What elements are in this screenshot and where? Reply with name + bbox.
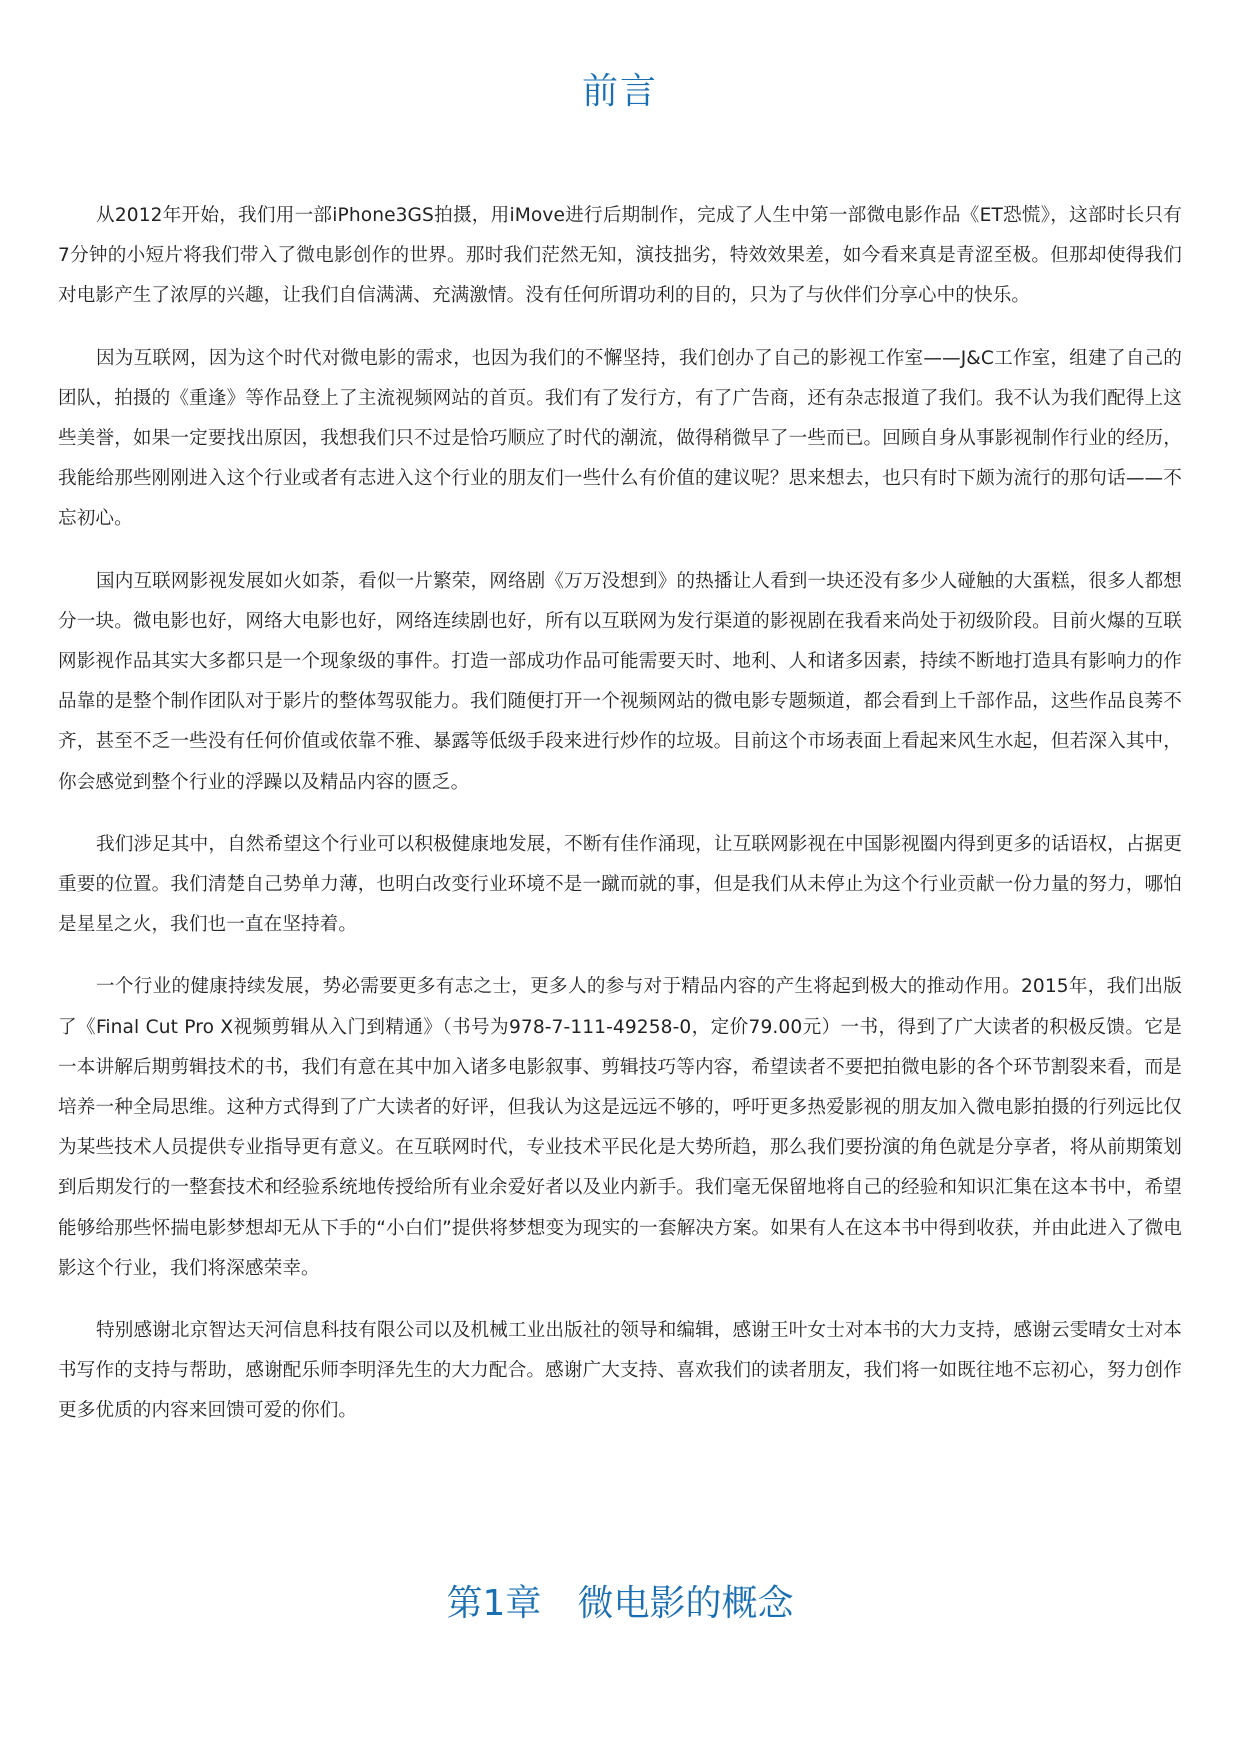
chapter-number: 第1章 (446, 1583, 542, 1624)
paragraph: 我们涉足其中，自然希望这个行业可以积极健康地发展，不断有佳作涌现，让互联网影视在中国影视圈内得到更多的话语权，占据更重要的位置。我们清楚自己势单力薄，也明白改变行业环境不是一蹴而就的事，但是我们从未停止为这个行业贡献一份力量的努力，哪怕是星星之火，我们也一直在坚持着。 (58, 833, 1182, 936)
preface-title: 前言 (581, 71, 658, 112)
paragraph: 特别感谢北京智达天河信息科技有限公司以及机械工业出版社的领导和编辑，感谢王叶女士对本书的大力支持，感谢云雯晴女士对本书写作的支持与帮助，感谢配乐师李明泽先生的大力配合。感谢广大支持、喜欢我们的读者朋友，我们将一如既往地不忘初心，努力创作更多优质的内容来回馈可爱的你们。 (58, 1320, 1182, 1422)
paragraph: 一个行业的健康持续发展，势必需要更多有志之士，更多人的参与对于精品内容的产生将起到极大的推动作用。2015年，我们出版了《Final Cut Pro X视频剪辑从入门到精通》（书号为978-7-111-49258-0，定价79.00元）一书，得到了广大读者的积极反馈。它是一本讲解后期剪辑技术的书，我们有意在其中加入诸多电影叙事、剪辑技巧等内容，希望读者不要把拍微电影的各个环节割裂来看，而是培养一种全局思维。这种方式得到了广大读者的好评，但我认为这是远远不够的，呼吁更多热爱影视的朋友加入微电影拍摄的行列远比仅为某些技术人员提供专业指导更有意义。在互联网时代，专业技术平民化是大势所趋，那么我们要扮演的角色就是分享者，将从前期策划到后期发行的一整套技术和经验系统地传授给所有业余爱好者以及业内新手。我们毫无保留地将自己的经验和知识汇集在这本书中，希望能够给那些怀揣电影梦想却无从下手的“小白们”提供将梦想变为现实的一套解决方案。如果有人在这本书中得到收获，并由此进入了微电影这个行业，我们将深感荣幸。 (58, 976, 1182, 1279)
paragraph: 从2012年开始，我们用一部iPhone3GS拍摄，用iMove进行后期制作，完成了人生中第一部微电影作品《ET恐慌》，这部时长只有7分钟的小短片将我们带入了微电影创作的世界。那时我们茫然无知，演技拙劣，特效效果差，如今看来真是青涩至极。但那却使得我们对电影产生了浓厚的兴趣，让我们自信满满、充满激情。没有任何所谓功利的目的，只为了与伙伴们分享心中的快乐。 (58, 205, 1182, 307)
chapter-title: 微电影的概念 (577, 1583, 794, 1624)
paragraph: 因为互联网，因为这个时代对微电影的需求，也因为我们的不懈坚持，我们创办了自己的影视工作室——J&C工作室，组建了自己的团队，拍摄的《重逢》等作品登上了主流视频网站的首页。我们有了发行方，有了广告商，还有杂志报道了我们。我不认为我们配得上这些美誉，如果一定要找出原因，我想我们只不过是恰巧顺应了时代的潮流，做得稍微早了一些而已。回顾自身从事影视制作行业的经历，我能给那些刚刚进入这个行业或者有志进入这个行业的朋友们一些什么有价值的建议呢？思来想去，也只有时下颇为流行的那句话——不忘初心。 (58, 347, 1182, 530)
preface-body (58, 196, 1182, 1454)
paragraph: 国内互联网影视发展如火如荼，看似一片繁荣，网络剧《万万没想到》的热播让人看到一块还没有多少人碰触的大蛋糕，很多人都想分一块。微电影也好，网络大电影也好，网络连续剧也好，所有以互联网为发行渠道的影视剧在我看来尚处于初级阶段。目前火爆的互联网影视作品其实大多都只是一个现象级的事件。打造一部成功作品可能需要天时、地利、人和诸多因素，持续不断地打造具有影响力的作品靠的是整个制作团队对于影片的整体驾驭能力。我们随便打开一个视频网站的微电影专题频道，都会看到上千部作品，这些作品良莠不齐，甚至不乏一些没有任何价值或依靠不雅、暴露等低级手段来进行炒作的垃圾。目前这个市场表面上看起来风生水起，但若深入其中，你会感觉到整个行业的浮躁以及精品内容的匮乏。 (58, 570, 1182, 793)
chapter-heading (0, 1574, 1240, 1634)
